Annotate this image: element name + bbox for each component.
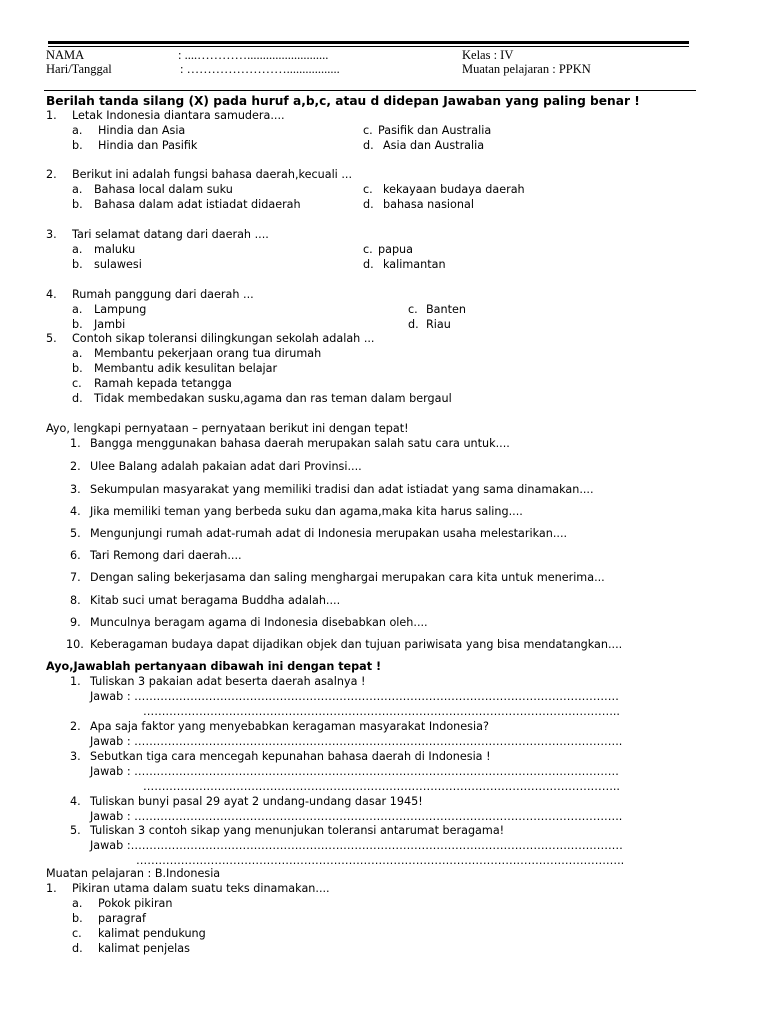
- answer-line-cont[interactable]: ………………………………………………………………………………………………………………..: [143, 780, 620, 793]
- question-text: Pikiran utama dalam suatu teks dinamakan....: [72, 882, 330, 895]
- item-text[interactable]: Sekumpulan masyarakat yang memiliki tradisi dan adat istiadat yang sama dinamakan....: [90, 483, 594, 496]
- item-number: 5.: [70, 527, 81, 540]
- option-letter[interactable]: a.: [72, 347, 83, 360]
- option-letter[interactable]: b.: [72, 912, 83, 925]
- option-letter[interactable]: d.: [363, 139, 374, 152]
- option-text: kalimat penjelas: [98, 942, 190, 955]
- item-text[interactable]: Keberagaman budaya dapat dijadikan objek dan tujuan pariwisata yang bisa mendatangkan....: [90, 638, 623, 651]
- option-text: Tidak membedakan susku,agama dan ras teman dalam bergaul: [94, 392, 452, 405]
- item-text[interactable]: Ulee Balang adalah pakaian adat dari Provinsi....: [90, 460, 362, 473]
- muatan-label: Muatan pelajaran : PPKN: [462, 62, 591, 76]
- option-letter[interactable]: b.: [72, 318, 83, 331]
- option-letter[interactable]: a.: [72, 243, 83, 256]
- item-number: 8.: [70, 594, 81, 607]
- option-letter[interactable]: b.: [72, 139, 83, 152]
- option-letter[interactable]: c.: [363, 243, 373, 256]
- item-text[interactable]: Bangga menggunakan bahasa daerah merupakan salah satu cara untuk....: [90, 437, 510, 450]
- item-number: 7.: [70, 571, 81, 584]
- option-text: paragraf: [98, 912, 146, 925]
- option-text: Riau: [426, 318, 451, 331]
- option-letter[interactable]: a.: [72, 183, 83, 196]
- option-letter[interactable]: c.: [363, 124, 373, 137]
- option-letter[interactable]: a.: [72, 124, 83, 137]
- option-letter[interactable]: d.: [72, 392, 83, 405]
- option-letter[interactable]: d.: [408, 318, 419, 331]
- question-number: 5.: [46, 332, 57, 345]
- muatan-bindonesia: Muatan pelajaran : B.Indonesia: [46, 867, 221, 880]
- essay-question: Apa saja faktor yang menyebabkan keragaman masyarakat Indonesia?: [90, 720, 489, 733]
- item-text[interactable]: Jika memiliki teman yang berbeda suku dan agama,maka kita harus saling....: [90, 505, 523, 518]
- essay-question: Sebutkan tiga cara mencegah kepunahan bahasa daerah di Indonesia !: [90, 750, 491, 763]
- essay-number: 2.: [70, 720, 81, 733]
- option-text: papua: [378, 243, 414, 256]
- answer-line[interactable]: Jawab : ………………………………………………………………………………………………………………….: [90, 765, 619, 778]
- option-letter[interactable]: c.: [72, 927, 82, 940]
- option-text: Lampung: [94, 303, 147, 316]
- essay-question: Tuliskan 3 contoh sikap yang menunjukan toleransi antarumat beragama!: [90, 824, 505, 837]
- answer-line[interactable]: Jawab : …………………………………………………………………………………………………………………..: [90, 810, 623, 823]
- essay-number: 1.: [70, 675, 81, 688]
- option-letter[interactable]: b.: [72, 198, 83, 211]
- option-letter[interactable]: d.: [363, 258, 374, 271]
- option-text: Banten: [426, 303, 466, 316]
- essay-question: Tuliskan 3 pakaian adat beserta daerah asalnya !: [90, 675, 366, 688]
- option-text: kekayaan budaya daerah: [383, 183, 525, 196]
- question-text: Tari selamat datang dari daerah ....: [72, 228, 269, 241]
- item-text[interactable]: Dengan saling bekerjasama dan saling menghargai merupakan cara kita untuk menerima...: [90, 571, 605, 584]
- option-text: Pasifik dan Australia: [378, 124, 492, 137]
- option-letter[interactable]: c.: [363, 183, 373, 196]
- item-number: 2.: [70, 460, 81, 473]
- question-text: Rumah panggung dari daerah ...: [72, 288, 254, 301]
- option-text: Jambi: [94, 318, 126, 331]
- option-text: Hindia dan Asia: [98, 124, 186, 137]
- option-text: bahasa nasional: [383, 198, 474, 211]
- section1-instruction: Berilah tanda silang (X) pada huruf a,b,c, atau d didepan Jawaban yang paling benar !: [46, 94, 640, 108]
- option-text: maluku: [94, 243, 136, 256]
- option-text: Asia dan Australia: [383, 139, 485, 152]
- item-number: 9.: [70, 616, 81, 629]
- option-letter[interactable]: c.: [408, 303, 418, 316]
- question-number: 4.: [46, 288, 57, 301]
- question-text: Letak Indonesia diantara samudera....: [72, 109, 285, 122]
- answer-line-cont[interactable]: …………………………………………………………………………………………………………………..: [136, 854, 625, 867]
- item-text[interactable]: Mengunjungi rumah adat-rumah adat di Indonesia merupakan usaha melestarikan....: [90, 527, 568, 540]
- option-text: Hindia dan Pasifik: [98, 139, 198, 152]
- header-rule: [44, 90, 696, 91]
- question-number: 2.: [46, 168, 57, 181]
- item-number: 4.: [70, 505, 81, 518]
- item-text[interactable]: Munculnya beragam agama di Indonesia disebabkan oleh....: [90, 616, 428, 629]
- nama-field[interactable]: : ....…………..........................: [178, 48, 329, 62]
- question-number: 3.: [46, 228, 57, 241]
- option-text: Membantu pekerjaan orang tua dirumah: [94, 347, 322, 360]
- section2-instruction: Ayo, lengkapi pernyataan – pernyataan berikut ini dengan tepat!: [46, 422, 409, 435]
- question-number: 1.: [46, 109, 57, 122]
- option-letter[interactable]: d.: [363, 198, 374, 211]
- answer-line[interactable]: Jawab : …………………………………………………………………………………………………………………..: [90, 735, 623, 748]
- answer-line[interactable]: Jawab :……………………………………………………………………………………………………………………: [90, 839, 623, 852]
- option-text: Ramah kepada tetangga: [94, 377, 232, 390]
- question-text: Contoh sikap toleransi dilingkungan sekolah adalah ...: [72, 332, 375, 345]
- section3-instruction: Ayo,Jawablah pertanyaan dibawah ini dengan tepat !: [46, 660, 382, 673]
- option-text: kalimat pendukung: [98, 927, 206, 940]
- essay-number: 5.: [70, 824, 81, 837]
- question-text: Berikut ini adalah fungsi bahasa daerah,kecuali ...: [72, 168, 353, 181]
- top-rule-thin: [48, 46, 689, 47]
- item-text[interactable]: Tari Remong dari daerah....: [90, 549, 242, 562]
- option-letter[interactable]: a.: [72, 897, 83, 910]
- item-number: 6.: [70, 549, 81, 562]
- option-text: sulawesi: [94, 258, 142, 271]
- item-number: 1.: [70, 437, 81, 450]
- kelas-label: Kelas : IV: [462, 48, 514, 62]
- item-number: 3.: [70, 483, 81, 496]
- hari-field[interactable]: : …………………….................: [180, 62, 340, 76]
- option-text: Pokok pikiran: [98, 897, 173, 910]
- option-text: kalimantan: [383, 258, 446, 271]
- option-letter[interactable]: b.: [72, 362, 83, 375]
- hari-label: Hari/Tanggal: [46, 62, 112, 76]
- top-rule-thick: [48, 41, 689, 44]
- essay-question: Tuliskan bunyi pasal 29 ayat 2 undang-undang dasar 1945!: [90, 795, 423, 808]
- item-number: 10.: [66, 638, 84, 651]
- nama-label: NAMA: [46, 48, 85, 62]
- answer-line[interactable]: Jawab : ………………………………………………………………………………………………………………….: [90, 690, 619, 703]
- option-text: Bahasa local dalam suku: [94, 183, 233, 196]
- item-text[interactable]: Kitab suci umat beragama Buddha adalah....: [90, 594, 341, 607]
- option-letter[interactable]: a.: [72, 303, 83, 316]
- option-letter[interactable]: b.: [72, 258, 83, 271]
- option-text: Bahasa dalam adat istiadat didaerah: [94, 198, 301, 211]
- answer-line-cont[interactable]: ………………………………………………………………………………………………………………..: [143, 705, 620, 718]
- question-number: 1.: [46, 882, 57, 895]
- option-letter[interactable]: c.: [72, 377, 82, 390]
- essay-number: 4.: [70, 795, 81, 808]
- option-text: Membantu adik kesulitan belajar: [94, 362, 278, 375]
- option-letter[interactable]: d.: [72, 942, 83, 955]
- essay-number: 3.: [70, 750, 81, 763]
